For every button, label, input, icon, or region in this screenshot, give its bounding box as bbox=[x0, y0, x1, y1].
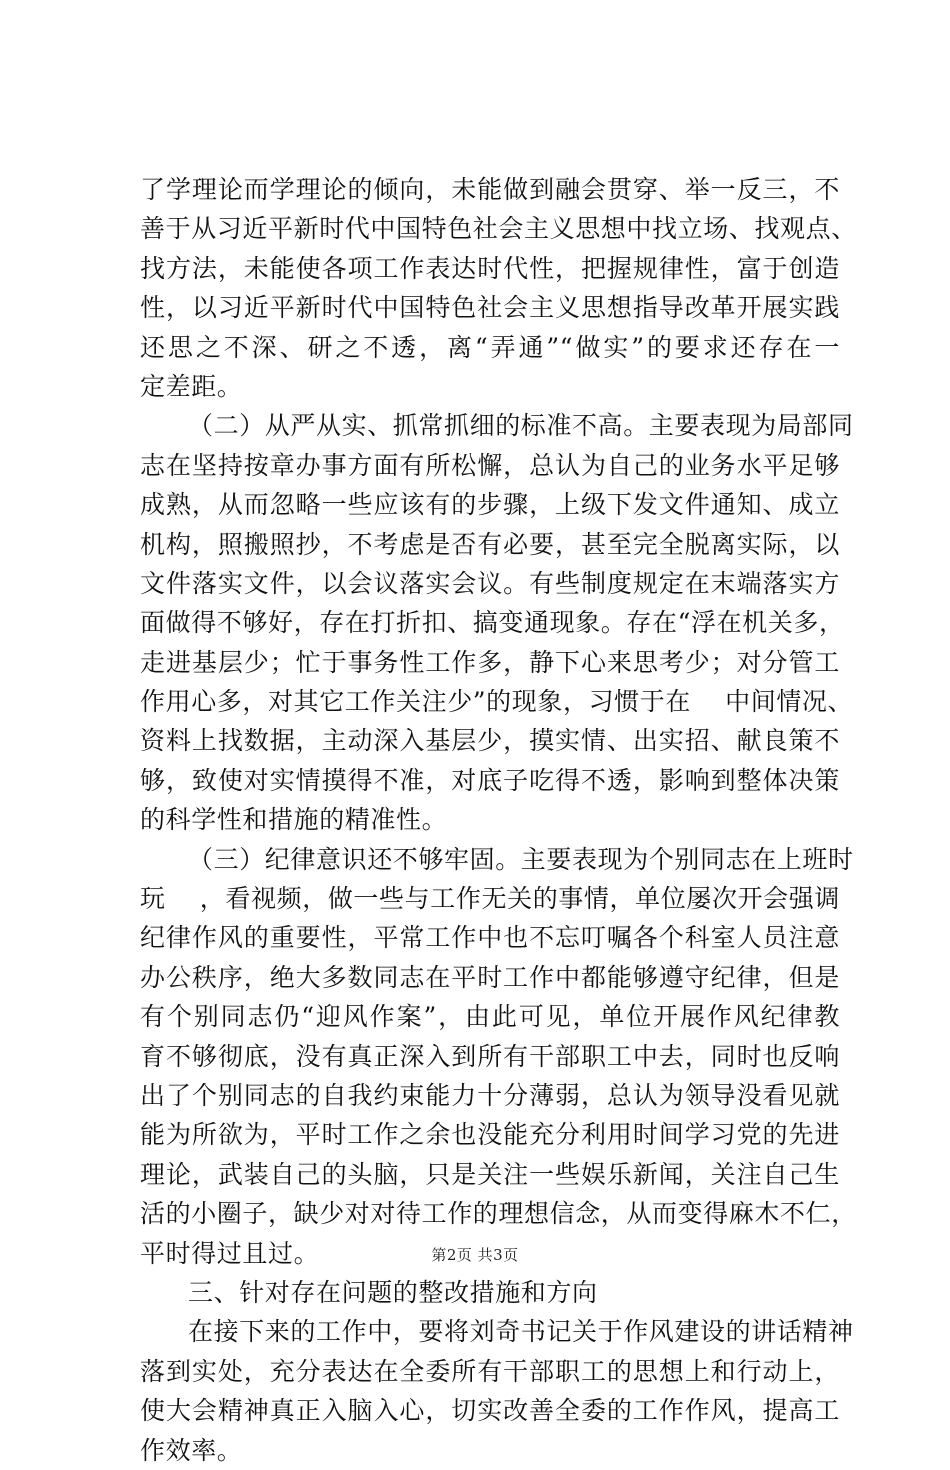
text-line: 文件落实文件，以会议落实会议。有些制度规定在末端落实方 bbox=[140, 568, 840, 598]
text-line: 作用心多，对其它工作关注少”的现象，习惯于在 中间情况、 bbox=[140, 687, 854, 717]
text-line: 平时得过且过。 bbox=[140, 1238, 320, 1268]
text-line: 出了个别同志的自我约束能力十分薄弱，总认为领导没看见就 bbox=[140, 1080, 840, 1110]
text-line: 面做得不够好，存在打折扣、搞变通现象。存在“浮在机关多， bbox=[140, 608, 845, 638]
text-line: 的科学性和措施的精准性。 bbox=[140, 805, 448, 835]
text-line: 还思之不深、研之不透，离“弄通”“做实”的要求还存在一 bbox=[140, 332, 840, 362]
text-line: 了学理论而学理论的倾向，未能做到融会贯穿、举一反三，不 bbox=[140, 175, 840, 204]
text-line: 使大会精神真正入脑入心，切实改善全委的工作作风，提高工 bbox=[140, 1396, 840, 1426]
section-heading-line: （二）从严从实、抓常抓细的标准不高。主要表现为局部同 bbox=[188, 411, 854, 441]
text-line: 育不够彻底，没有真正深入到所有干部职工中去，同时也反响 bbox=[140, 1041, 840, 1071]
text-line: 有个别同志仍“迎风作案”，由此可见，单位开展作风纪律教 bbox=[140, 1002, 840, 1032]
text-line: 能为所欲为，平时工作之余也没能充分利用时间学习党的先进 bbox=[140, 1120, 840, 1150]
section-heading-line: （三）纪律意识还不够牢固。主要表现为个别同志在上班时 bbox=[188, 844, 854, 874]
text-line: 定差距。 bbox=[140, 371, 243, 401]
text-line: 善于从习近平新时代中国特色社会主义思想中找立场、找观点、 bbox=[140, 214, 857, 244]
text-line: 性，以习近平新时代中国特色社会主义思想指导改革开展实践 bbox=[140, 293, 840, 323]
text-line: 办公秩序，绝大多数同志在平时工作中都能够遵守纪律，但是 bbox=[140, 962, 840, 992]
text-line: 资料上找数据，主动深入基层少，摸实情、出实招、献良策不 bbox=[140, 726, 840, 756]
text-line: 作效率。 bbox=[140, 1435, 243, 1465]
text-line: 找方法，未能使各项工作表达时代性，把握规律性，富于创造 bbox=[140, 253, 840, 283]
text-line: 机构，照搬照抄，不考虑是否有必要，甚至完全脱离实际，以 bbox=[140, 529, 840, 559]
text-line: 够，致使对实情摸得不准，对底子吃得不透，影响到整体决策 bbox=[140, 765, 840, 795]
text-line: 纪律作风的重要性，平常工作中也不忘叮嘱各个科室人员注意 bbox=[140, 923, 840, 953]
text-line: 落到实处，充分表达在全委所有干部职工的思想上和行动上， bbox=[140, 1356, 840, 1386]
document-body bbox=[140, 170, 857, 1470]
page-number-footer: 第2页 共3页 bbox=[431, 1246, 519, 1264]
text-line: 活的小圈子，缺少对对待工作的理想信念，从而变得麻木不仁， bbox=[140, 1199, 857, 1229]
text-line: 成熟，从而忽略一些应该有的步骤，上级下发文件通知、成立 bbox=[140, 490, 840, 520]
text-line: 在接下来的工作中，要将刘奇书记关于作风建设的讲话精神 bbox=[188, 1317, 854, 1347]
text-line: 理论，武装自己的头脑，只是关注一些娱乐新闻，关注自己生 bbox=[140, 1159, 840, 1189]
text-line: 玩 ，看视频，做一些与工作无关的事情，单位屡次开会强调 bbox=[140, 884, 840, 914]
section-heading-line: 三、针对存在问题的整改措施和方向 bbox=[188, 1277, 598, 1307]
text-line: 志在坚持按章办事方面有所松懈，总认为自己的业务水平足够 bbox=[140, 450, 840, 480]
text-line: 走进基层少；忙于事务性工作多，静下心来思考少；对分管工 bbox=[140, 647, 840, 677]
